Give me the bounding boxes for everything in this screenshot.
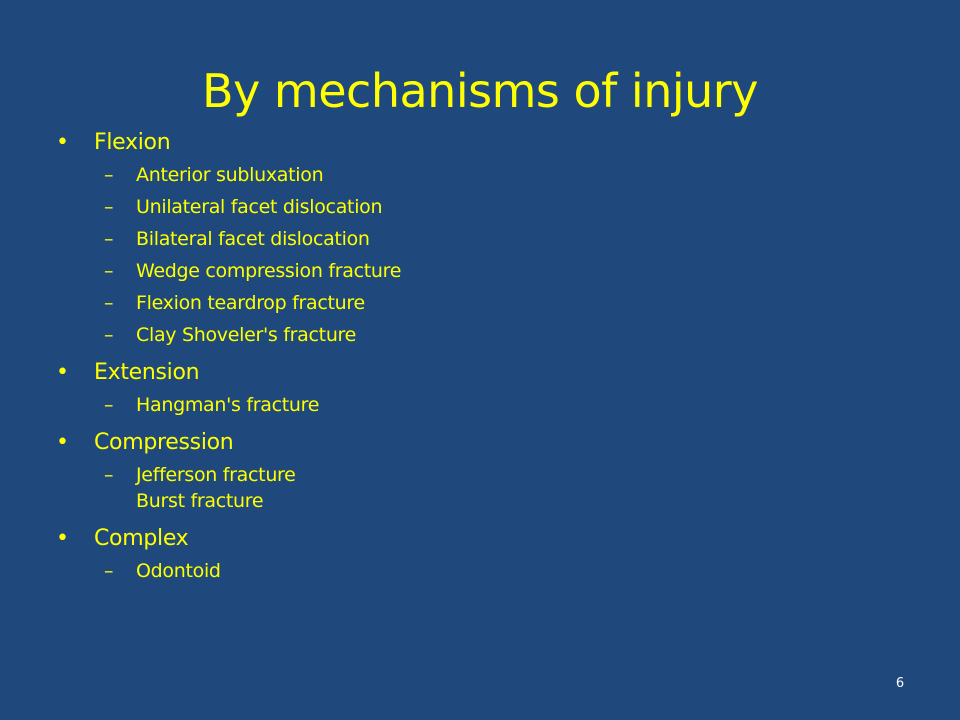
bullet-row [56,127,916,159]
dash-icon: – [104,560,114,582]
dash-icon: – [104,292,114,314]
bullet-list [56,127,916,593]
list-item-complex [56,523,916,587]
dash-icon: – [104,394,114,416]
dash-icon: – [104,196,114,218]
sub-item [56,389,916,421]
bullet-icon: • [56,130,69,155]
sub-item-label: Unilateral facet dislocation [136,196,383,218]
sub-item-label: Clay Shoveler's fracture [136,324,357,346]
sub-list [56,389,916,421]
sub-item [56,191,916,223]
bullet-icon: • [56,360,69,385]
sub-list [56,159,916,351]
bullet-row [56,357,916,389]
bullet-row [56,523,916,555]
dash-icon: – [104,464,114,486]
list-item-compression [56,427,916,517]
dash-icon: – [104,324,114,346]
sub-item [56,223,916,255]
sub-item-label: Anterior subluxation [136,164,324,186]
sub-item-label: Odontoid [136,560,221,582]
sub-item-label: Burst fracture [136,490,264,512]
list-item-flexion [56,127,916,351]
slide-title: By mechanisms of injury [202,64,758,118]
page-number: 6 [895,676,905,691]
sub-item [56,555,916,587]
sub-item [56,459,916,517]
sub-item [56,159,916,191]
sub-item-label: Jefferson fracture [136,464,296,486]
sub-item [56,255,916,287]
dash-icon: – [104,164,114,186]
bullet-row [56,427,916,459]
list-item-extension [56,357,916,421]
bullet-icon: • [56,430,69,455]
bullet-icon: • [56,526,69,551]
bullet-label: Flexion [94,130,171,155]
dash-icon: – [104,228,114,250]
sub-item [56,319,916,351]
sub-item-label: Hangman's fracture [136,394,320,416]
dash-icon: – [104,260,114,282]
sub-item [56,287,916,319]
sub-list [56,555,916,587]
sub-item-label: Bilateral facet dislocation [136,228,370,250]
bullet-label: Compression [94,430,234,455]
bullet-label: Complex [94,526,189,551]
bullet-label: Extension [94,360,200,385]
sub-item-label: Wedge compression fracture [136,260,402,282]
sub-item-label: Flexion teardrop fracture [136,292,365,314]
sub-list [56,459,916,517]
